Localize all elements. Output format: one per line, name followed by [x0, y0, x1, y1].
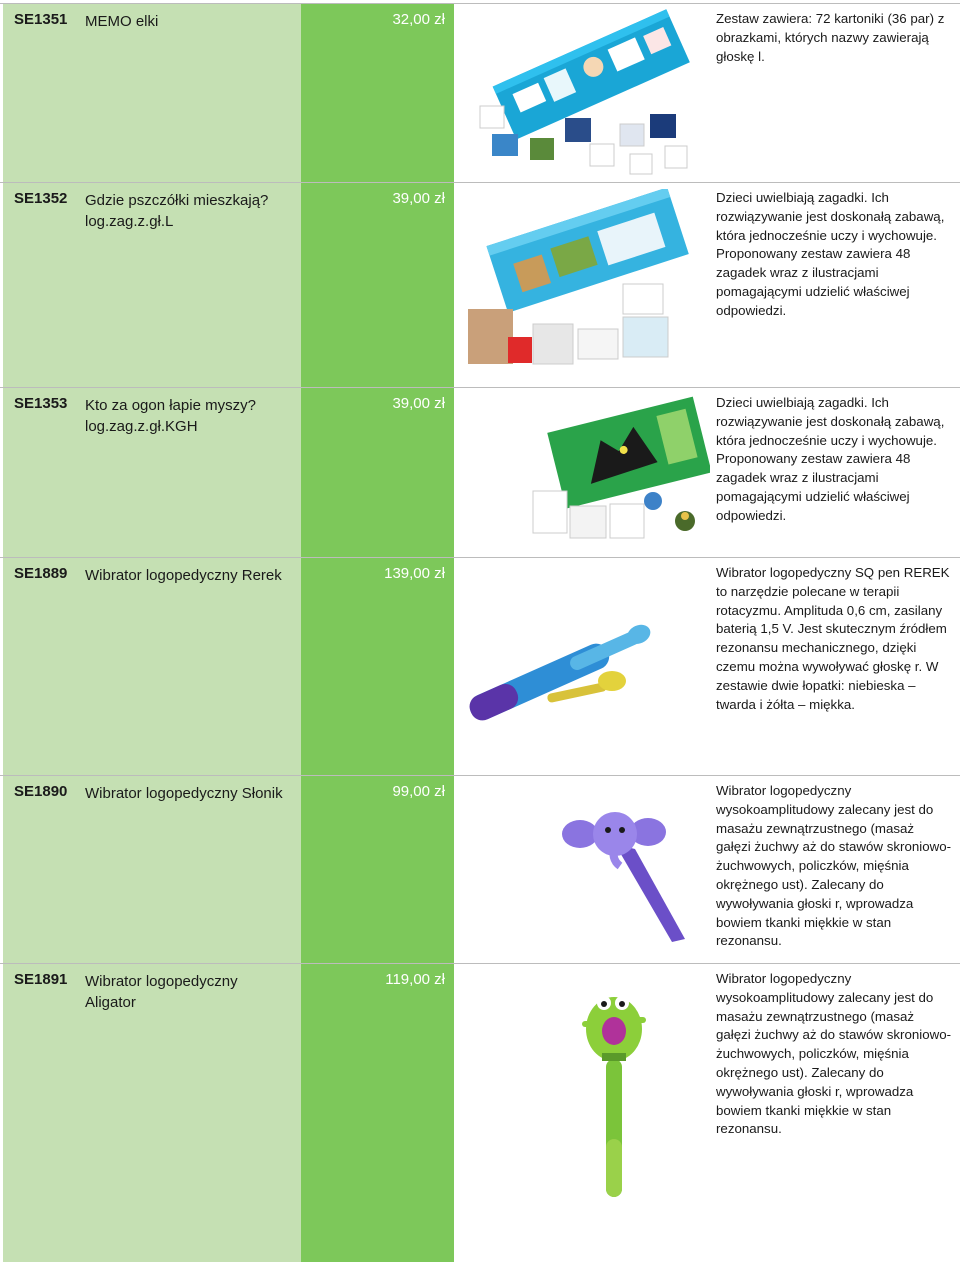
product-name: Wibrator logopedyczny Rerek	[85, 567, 282, 584]
product-code: SE1351	[14, 11, 68, 28]
table-row	[0, 963, 960, 1262]
product-name: Gdzie pszczółki mieszkają?log.zag.z.gł.L	[85, 192, 269, 230]
table-row	[0, 182, 960, 387]
product-code: SE1353	[14, 395, 68, 412]
table-row	[0, 557, 960, 775]
product-description: Zestaw zawiera: 72 kartoniki (36 par) z obrazkami, których nazwy zawierają głoskę l.	[716, 11, 945, 64]
product-code: SE1891	[14, 971, 68, 988]
product-price: 39,00 zł	[392, 190, 445, 207]
product-name: Kto za ogon łapie myszy?log.zag.z.gł.KGH	[85, 397, 256, 435]
table-row	[0, 775, 960, 963]
elephant-vibrator-icon	[560, 804, 690, 944]
table-row	[0, 387, 960, 557]
product-code: SE1889	[14, 565, 68, 582]
product-description: Dzieci uwielbiają zagadki. Ich rozwiązywanie jest doskonałą zabawą, która jednocześnie uczy i wychowuje. Proponowany zestaw zawiera 48 zagadek wraz z ilustracjami pomagającymi udzielić właściwej odpowiedzi.	[716, 395, 945, 523]
cat-riddle-game-box-icon	[525, 396, 710, 551]
product-name: MEMO elki	[85, 13, 159, 30]
riddle-game-box-icon	[458, 189, 698, 384]
product-price: 119,00 zł	[385, 971, 445, 988]
product-description: Wibrator logopedyczny wysokoamplitudowy zalecany jest do masażu zewnątrzustnego (masaż gałęzi żuchwy aż do stawów skroniowo- żuchwowych, policzków, mięśnia okrężnego ust). Zalecany do wywoływania głoski r, wprowadza bowiem tkanki miękkie w stan rezonansu.	[716, 783, 952, 949]
product-name: Wibrator logopedyczny Słonik	[85, 785, 283, 802]
product-price: 32,00 zł	[392, 11, 445, 28]
memo-elki-game-box-icon	[470, 6, 695, 181]
product-description: Wibrator logopedyczny SQ pen REREK to narzędzie polecane w terapii rotacyzmu. Amplituda 0,6 cm, zasilany baterią 1,5 V. Jest skutecznym źródłem rezonansu mechanicznego, dzięki czemu można wywoływać głoskę r. W zestawie dwie łopatki: niebieska – twarda i żółta – miękka.	[716, 565, 950, 712]
product-description: Wibrator logopedyczny wysokoamplitudowy zalecany jest do masażu zewnątrzustnego (masaż gałęzi żuchwy aż do stawów skroniowo- żuchwowych, policzków, mięśnia okrężnego ust). Zalecany do wywoływania głoski r, wprowadza bowiem tkanki miękkie w stan rezonansu.	[716, 971, 952, 1137]
product-code: SE1890	[14, 783, 68, 800]
vibrator-pen-icon	[452, 593, 667, 728]
alligator-vibrator-icon	[576, 989, 651, 1204]
product-price: 99,00 zł	[392, 783, 445, 800]
product-code: SE1352	[14, 190, 68, 207]
product-price: 139,00 zł	[384, 565, 445, 582]
product-description: Dzieci uwielbiają zagadki. Ich rozwiązywanie jest doskonałą zabawą, która jednocześnie uczy i wychowuje. Proponowany zestaw zawiera 48 zagadek wraz z ilustracjami pomagającymi udzielić właściwej odpowiedzi.	[716, 190, 945, 318]
product-price: 39,00 zł	[392, 395, 445, 412]
product-name: Wibrator logopedyczny Aligator	[85, 973, 238, 1011]
table-row	[0, 3, 960, 182]
